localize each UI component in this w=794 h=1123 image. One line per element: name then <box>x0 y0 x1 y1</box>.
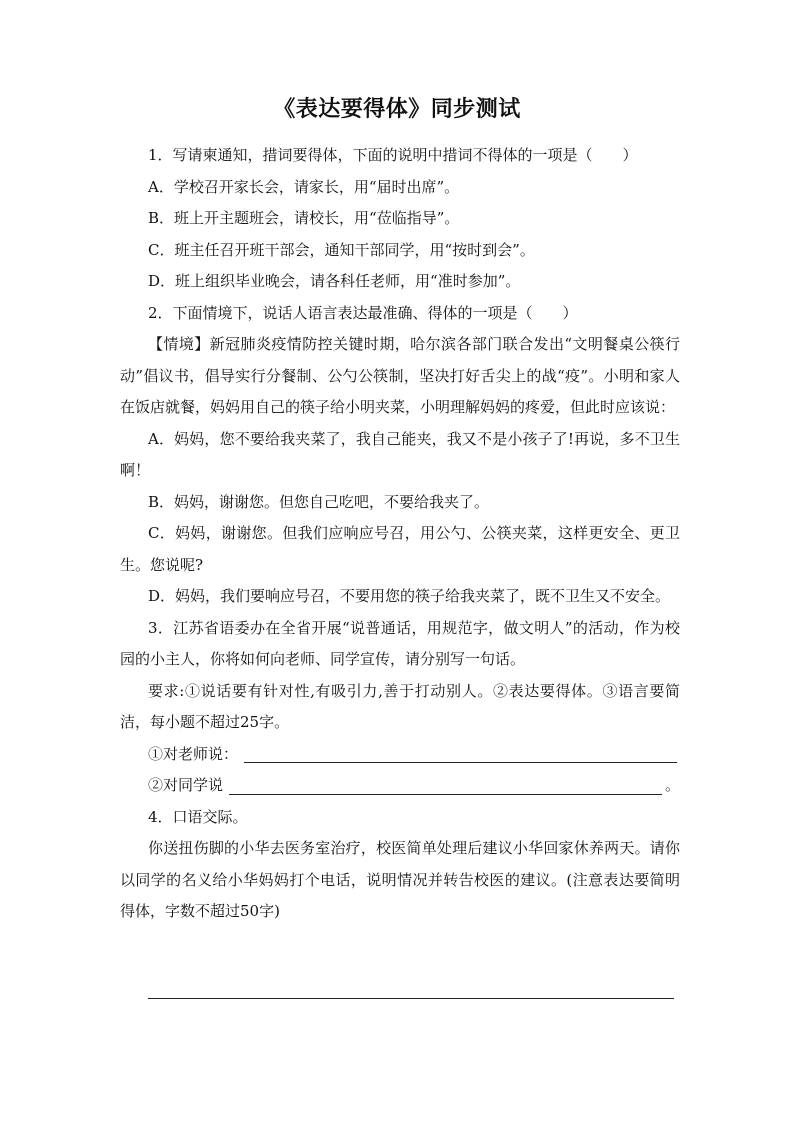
question-2-stem: 2．下面情境下，说话人语言表达最准确、得体的一项是（ ） <box>148 303 578 322</box>
answer-underline-question-4 <box>148 998 674 999</box>
answer-blank-teacher <box>120 739 680 771</box>
answer-underline <box>229 774 662 795</box>
answer-blank-classmate-label: ②对同学说 <box>148 776 224 794</box>
question-1-option-b: B．班上开主题班会，请校长，用“莅临指导”。 <box>148 209 460 227</box>
question-1-option-a: A．学校召开家长会，请家长，用“届时出席”。 <box>148 177 460 196</box>
question-3-stem: 3．江苏省语委办在全省开展“说普通话，用规范字，做文明人”的活动，作为校园的小主人，你将如何向老师、同学宣传，请分别写一句话。 <box>120 618 680 668</box>
answer-blank-period: 。 <box>664 776 680 794</box>
question-1-option-d: D．班上组织毕业晚会，请各科任老师，用“准时参加”。 <box>148 272 521 290</box>
answer-blank-classmate <box>120 770 680 802</box>
question-3-requirement: 要求:①说话要有针对性,有吸引力,善于打动别人。②表达要得体。③语言要简洁，每小题不超过25字。 <box>120 681 680 731</box>
question-2-context: 【情境】新冠肺炎疫情防控关键时期，哈尔滨各部门联合发出“文明餐桌公筷行动”倡议书，倡导实行分餐制、公勺公筷制，坚决打好舌尖上的战“疫”。小明和家人在饭店就餐，妈妈用自己的筷子给小明夹菜，小明理解妈妈的疼爱，但此时应该说： <box>120 335 680 416</box>
document-body <box>120 140 680 928</box>
question-2-option-a: A．妈妈，您不要给我夹菜了，我自己能夹，我又不是小孩子了!再说，多不卫生啊！ <box>120 429 680 479</box>
question-1-stem: 1．写请柬通知，措词要得体，下面的说明中措词不得体的一项是（ ） <box>148 146 638 164</box>
question-4-body: 你送扭伤脚的小华去医务室治疗，校医简单处理后建议小华回家休养两天。请你以同学的名义给小华妈妈打个电话，说明情况并转告校医的建议。(注意表达要简明得体，字数不超过50字) <box>120 839 680 920</box>
answer-underline <box>244 742 677 763</box>
question-4-stem: 4．口语交际。 <box>148 807 248 826</box>
question-1-option-c: C．班主任召开班干部会，通知干部同学，用“按时到会”。 <box>148 240 535 259</box>
question-2-option-c: C．妈妈，谢谢您。但我们应响应号召，用公勺、公筷夹菜，这样更安全、更卫生。您说呢? <box>120 524 680 574</box>
answer-blank-teacher-label: ①对老师说： <box>148 744 239 763</box>
question-2-option-d: D．妈妈，我们要响应号召，不要用您的筷子给我夹菜了，既不卫生又不安全。 <box>148 587 671 605</box>
page-title: 《表达要得体》同步测试 <box>273 96 521 122</box>
question-2-option-b: B．妈妈，谢谢您。但您自己吃吧，不要给我夹了。 <box>148 492 490 511</box>
